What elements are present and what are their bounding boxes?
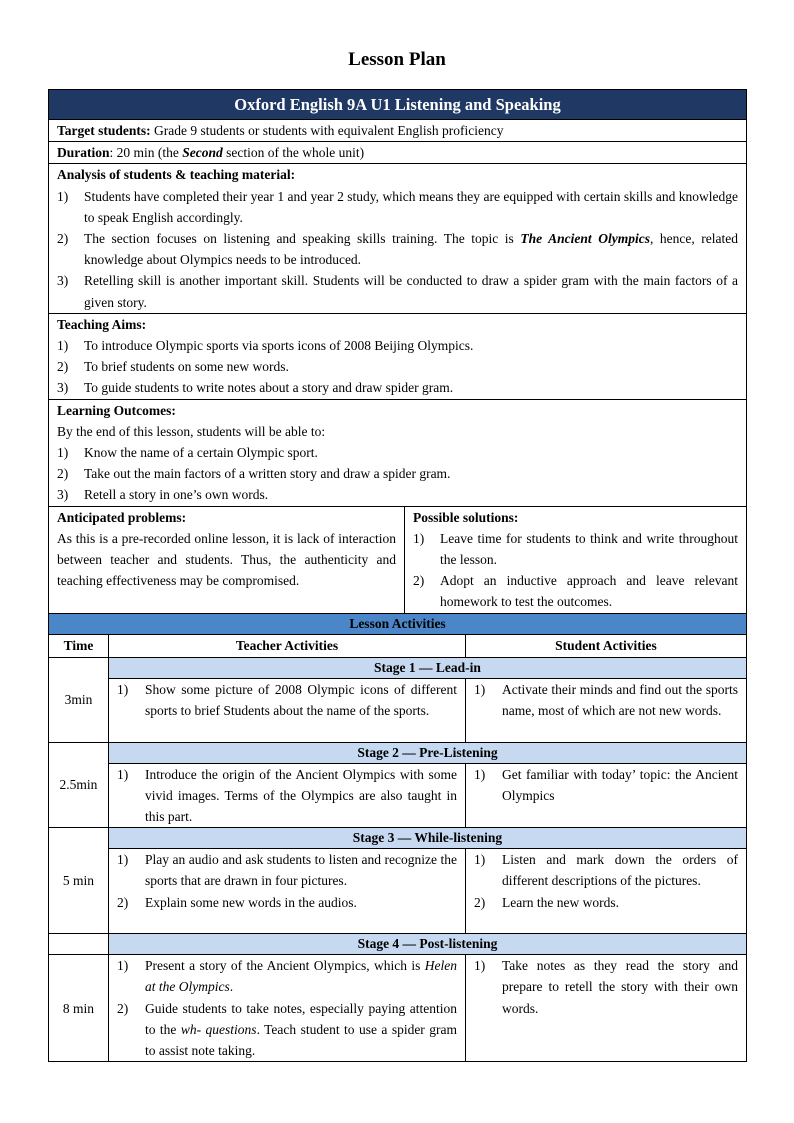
item-text: Explain some new words in the audios. [145,894,357,910]
student-activity [466,678,747,742]
course-title: Oxford English 9A U1 Listening and Speaking [49,90,747,120]
problems-text: As this is a pre-recorded online lesson, it is lack of interaction between teacher and students. Thus, the authenticity and teaching effectiveness may be compromised. [57,530,396,589]
wh-questions-emph: wh- questions [180,1021,257,1037]
list-number: 1) [57,445,69,461]
teacher-activity [109,849,466,934]
target-students-row [49,120,747,142]
list-number: 2) [57,466,69,482]
solutions-label: Possible solutions: [413,509,519,525]
outcome-item [57,442,738,463]
item-text: To introduce Olympic sports via sports icons of 2008 Beijing Olympics. [84,338,474,354]
list-number: 1) [474,681,486,697]
activity-item [474,764,738,806]
aims-label: Teaching Aims: [57,316,147,332]
list-number: 2) [474,894,486,910]
item-text: Guide students to take notes, especially paying attention to the [145,1000,457,1037]
item-text: Show some picture of 2008 Olympic icons of different sports to brief Students about the name of the sports. [145,681,457,718]
stage-title: Stage 2 — Pre-Listening [109,742,747,763]
activity-item [117,849,457,891]
list-number: 2) [413,573,425,589]
item-text: Present a story of the Ancient Olympics, which is [145,958,425,974]
item-text: Play an audio and ask students to listen and recognize the sports that are drawn in four pictures. [145,852,457,889]
duration-emph: Second [182,145,223,161]
activity-item [117,955,457,997]
list-number: 2) [57,359,69,375]
item-text: Adopt an inductive approach and leave relevant homework to test the outcomes. [440,573,738,610]
student-activity [466,849,747,934]
stage-title: Stage 3 — While-listening [109,828,747,849]
activity-item [474,955,738,1019]
solution-item [413,528,738,570]
target-value: Grade 9 students or students with equivalent English proficiency [154,123,504,138]
item-text: Introduce the origin of the Ancient Olympics with some vivid images. Terms of the Olympics are also taught in this part. [145,766,457,825]
list-number: 1) [474,958,486,974]
list-number: 3) [57,487,69,503]
aims-section [49,313,747,399]
lesson-plan-table [48,89,746,1062]
item-text: Take out the main factors of a written story and draw a spider gram. [84,466,451,482]
topic-emph: The Ancient Olympics [520,231,650,247]
item-text: Leave time for students to think and write throughout the lesson. [440,530,738,568]
outcome-item [57,484,738,505]
stage-title: Stage 1 — Lead-in [109,657,747,678]
list-number: 1) [474,852,486,868]
item-text: Take notes as they read the story and prepare to retell the story with their own words. [502,958,738,1016]
col-teacher-header: Teacher Activities [109,634,466,657]
activity-item [117,679,457,721]
list-number: 1) [57,338,69,354]
activity-item [474,679,738,721]
analysis-item [57,228,738,270]
story-title-emph: Helen at the Olympics [145,958,457,995]
page-title: Lesson Plan [348,49,446,70]
activity-item [117,998,457,1062]
item-text: Get familiar with today’ topic: the Ancient Olympics [502,766,738,803]
problems-label: Anticipated problems: [57,509,187,525]
list-number: 2) [117,1000,129,1016]
stage-time: 3min [49,657,109,742]
activity-item [117,892,457,913]
aim-item [57,335,738,356]
aim-item [57,356,738,377]
solutions-section [405,506,747,613]
item-text: Listen and mark down the orders of different descriptions of the pictures. [502,852,738,889]
list-number: 1) [474,766,486,782]
target-label: Target students: [57,123,151,138]
item-text: . Teach student to use a spider gram to assist note taking. [145,1021,457,1059]
duration-label: Duration [57,145,110,161]
analysis-item [57,186,738,228]
activity-item [117,764,457,828]
student-activity [466,763,747,828]
outcomes-section [49,399,747,506]
item-text: The section focuses on listening and speaking skills training. The topic is [84,231,521,247]
analysis-label: Analysis of students & teaching material: [57,167,296,183]
col-student-header: Student Activities [466,634,747,657]
outcomes-label: Learning Outcomes: [57,402,176,418]
stage-time: 2.5min [49,742,109,828]
analysis-item [57,270,738,312]
item-text: Students have completed their year 1 and year 2 study, which means they are equipped with certain skills and knowledge to speak English accordingly. [84,188,738,225]
list-number: 1) [117,681,129,697]
list-number: 3) [57,380,69,396]
aim-item [57,377,738,398]
item-text: To brief students on some new words. [84,359,289,375]
item-text: Retelling skill is another important skill. Students will be conducted to draw a spider gram with the main factors of a given story. [84,273,738,310]
stage-time-empty [49,934,109,955]
analysis-section [49,164,747,313]
activities-header: Lesson Activities [49,613,747,634]
list-number: 1) [117,766,129,782]
outcome-item [57,463,738,484]
item-text: , hence, related knowledge about Olympics needs to be introduced. [84,231,739,268]
problems-section [49,506,405,613]
stage-time: 5 min [49,828,109,934]
duration-row [49,142,747,164]
item-text: To guide students to write notes about a story and draw spider gram. [84,380,454,396]
duration-post: section of the whole unit) [222,145,365,161]
list-number: 2) [117,894,129,910]
teacher-activity [109,763,466,828]
stage-time: 8 min [49,955,109,1062]
item-text: Learn the new words. [502,894,619,910]
list-number: 1) [413,530,425,546]
list-number: 3) [57,273,69,289]
outcomes-intro: By the end of this lesson, students will be able to: [57,423,326,439]
item-text: Know the name of a certain Olympic sport. [84,445,318,461]
list-number: 2) [57,231,69,247]
item-text: . [229,979,234,995]
student-activity [466,955,747,1062]
item-text: Retell a story in one’s own words. [84,487,269,503]
activity-item [474,892,738,913]
item-text: Activate their minds and find out the sports name, most of which are not new words. [502,681,738,718]
duration-pre: : 20 min (the [109,145,183,161]
stage-title: Stage 4 — Post-listening [109,934,747,955]
col-time-header: Time [49,634,109,657]
solution-item [413,570,738,612]
activity-item [474,849,738,891]
list-number: 1) [117,958,129,974]
teacher-activity [109,955,466,1062]
list-number: 1) [117,852,129,868]
teacher-activity [109,678,466,742]
list-number: 1) [57,188,69,204]
